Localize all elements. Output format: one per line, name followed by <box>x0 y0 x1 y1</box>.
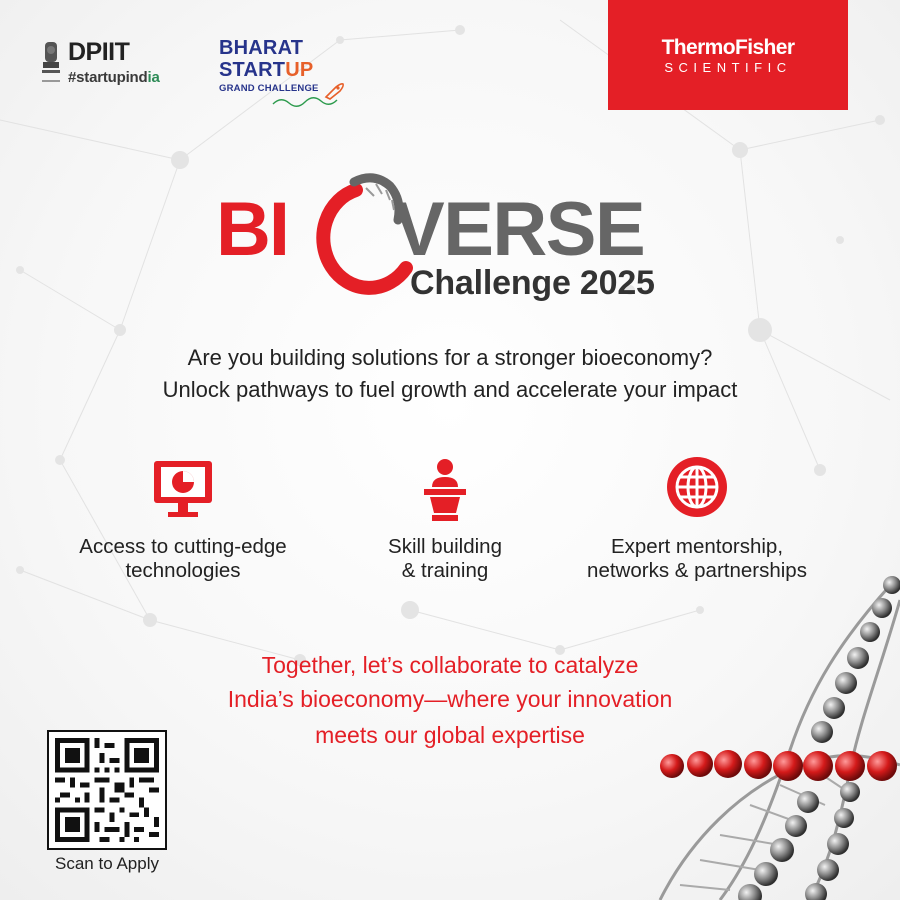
dpiit-title: DPIIT <box>68 38 130 66</box>
globe-icon <box>662 455 732 525</box>
bharat-line3: GRAND CHALLENGE <box>219 83 319 94</box>
callout-line3: meets our global expertise <box>315 722 585 748</box>
feature-label: Skill building & training <box>388 535 502 582</box>
thermo-fisher-name: ThermoFisher <box>661 36 795 59</box>
feature-label: Expert mentorship, networks & partnerships <box>587 535 807 582</box>
feature-technologies <box>33 455 333 583</box>
thermo-fisher-sub: SCIENTIFIC <box>664 60 792 75</box>
bharat-startup-logo <box>219 38 359 110</box>
bharat-line2: STARTUP <box>219 59 314 81</box>
feature-label: Access to cutting-edge technologies <box>79 535 287 582</box>
national-emblem-icon <box>40 40 62 88</box>
speaker-podium-icon <box>410 455 480 525</box>
tagline-line1: Are you building solutions for a stronger bioeconomy? <box>187 345 713 370</box>
startup-india-hashtag: #startupindia <box>68 69 160 86</box>
dna-helix-graphic <box>600 540 900 900</box>
qr-caption: Scan to Apply <box>55 854 159 873</box>
thermo-fisher-logo <box>608 0 848 110</box>
tagline-line2: Unlock pathways to fuel growth and accelerate your impact <box>162 377 738 402</box>
title-bi: BI <box>216 187 288 272</box>
callout-line2: India’s bioeconomy—where your innovation <box>227 686 673 712</box>
dpiit-logo <box>40 38 190 98</box>
qr-code[interactable] <box>47 730 167 850</box>
title-verse: VERSE <box>394 187 645 272</box>
bharat-line1: BHARAT <box>219 37 304 59</box>
title-subtitle: Challenge 2025 <box>410 264 655 302</box>
monitor-chart-icon <box>148 455 218 525</box>
callout-line1: Together, let’s collaborate to catalyze <box>261 652 639 678</box>
trail-squiggle <box>271 94 351 108</box>
qr-pattern <box>55 738 159 842</box>
bioverse-title <box>216 172 686 307</box>
